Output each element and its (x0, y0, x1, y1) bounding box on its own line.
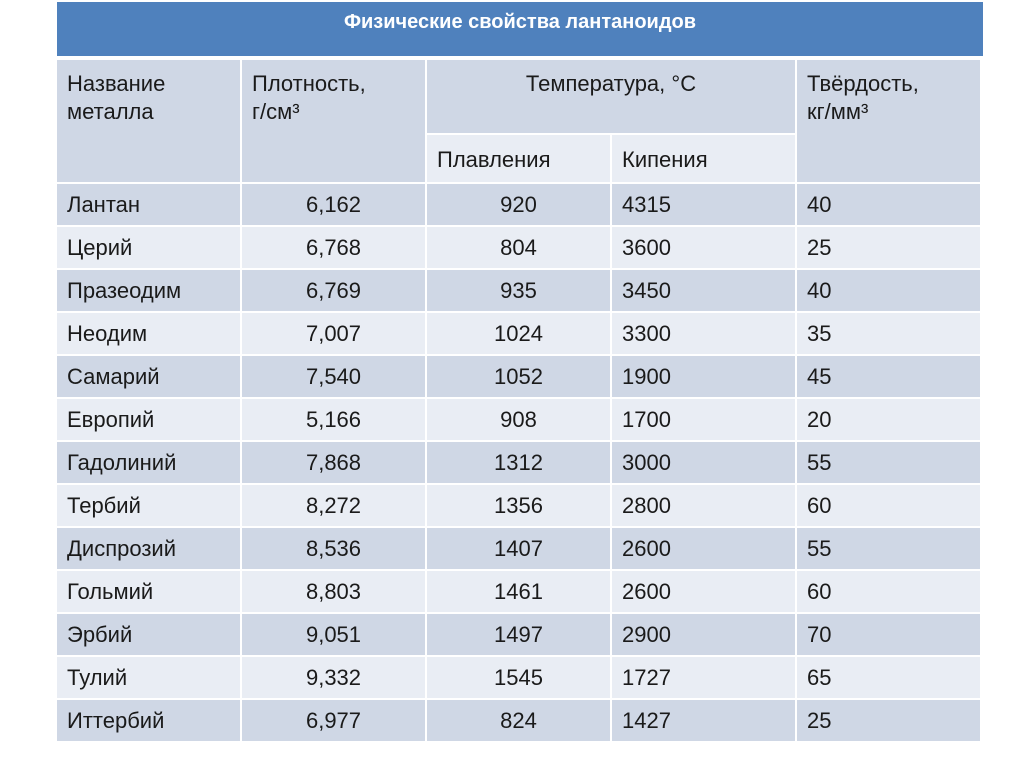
cell-boil: 1900 (612, 356, 795, 397)
cell-hard: 35 (797, 313, 980, 354)
table-title: Физические свойства лантаноидов (57, 2, 983, 56)
cell-density: 8,536 (242, 528, 425, 569)
table-row (57, 270, 980, 311)
header-hardness: Твёрдость, кг/мм³ (797, 60, 980, 182)
table-row (57, 614, 980, 655)
cell-melt: 920 (427, 184, 610, 225)
cell-density: 8,803 (242, 571, 425, 612)
cell-density: 7,007 (242, 313, 425, 354)
cell-melt: 804 (427, 227, 610, 268)
cell-name: Диспрозий (57, 528, 240, 569)
cell-hard: 55 (797, 442, 980, 483)
table-body (57, 184, 980, 741)
cell-melt: 1024 (427, 313, 610, 354)
cell-boil: 1727 (612, 657, 795, 698)
cell-name: Лантан (57, 184, 240, 225)
cell-name: Неодим (57, 313, 240, 354)
cell-density: 6,162 (242, 184, 425, 225)
cell-density: 7,540 (242, 356, 425, 397)
cell-name: Гадолиний (57, 442, 240, 483)
table-row (57, 571, 980, 612)
lanthanides-table (55, 58, 982, 743)
cell-density: 6,769 (242, 270, 425, 311)
table-row (57, 356, 980, 397)
table-row (57, 700, 980, 741)
cell-density: 7,868 (242, 442, 425, 483)
cell-melt: 1312 (427, 442, 610, 483)
cell-name: Гольмий (57, 571, 240, 612)
cell-name: Празеодим (57, 270, 240, 311)
cell-melt: 1461 (427, 571, 610, 612)
cell-melt: 824 (427, 700, 610, 741)
header-melting: Плавления (427, 135, 610, 182)
cell-hard: 45 (797, 356, 980, 397)
cell-melt: 1545 (427, 657, 610, 698)
cell-hard: 20 (797, 399, 980, 440)
table-row (57, 184, 980, 225)
cell-hard: 65 (797, 657, 980, 698)
cell-density: 9,051 (242, 614, 425, 655)
cell-name: Иттербий (57, 700, 240, 741)
cell-hard: 40 (797, 184, 980, 225)
cell-hard: 25 (797, 700, 980, 741)
cell-boil: 2900 (612, 614, 795, 655)
table-row (57, 442, 980, 483)
cell-melt: 1052 (427, 356, 610, 397)
header-name: Название металла (57, 60, 240, 182)
cell-density: 6,768 (242, 227, 425, 268)
cell-boil: 2600 (612, 571, 795, 612)
cell-density: 8,272 (242, 485, 425, 526)
cell-boil: 4315 (612, 184, 795, 225)
header-density: Плотность, г/см³ (242, 60, 425, 182)
cell-melt: 1407 (427, 528, 610, 569)
table-row (57, 528, 980, 569)
cell-boil: 3450 (612, 270, 795, 311)
cell-melt: 908 (427, 399, 610, 440)
cell-name: Самарий (57, 356, 240, 397)
cell-boil: 3300 (612, 313, 795, 354)
table-row (57, 313, 980, 354)
header-boiling: Кипения (612, 135, 795, 182)
cell-density: 5,166 (242, 399, 425, 440)
cell-boil: 3600 (612, 227, 795, 268)
cell-name: Эрбий (57, 614, 240, 655)
cell-name: Европий (57, 399, 240, 440)
cell-name: Тулий (57, 657, 240, 698)
cell-hard: 60 (797, 571, 980, 612)
cell-boil: 1427 (612, 700, 795, 741)
cell-hard: 40 (797, 270, 980, 311)
cell-boil: 2600 (612, 528, 795, 569)
cell-hard: 55 (797, 528, 980, 569)
cell-hard: 60 (797, 485, 980, 526)
cell-hard: 25 (797, 227, 980, 268)
cell-name: Церий (57, 227, 240, 268)
cell-name: Тербий (57, 485, 240, 526)
header-temperature: Температура, °С (427, 60, 795, 133)
cell-hard: 70 (797, 614, 980, 655)
cell-density: 9,332 (242, 657, 425, 698)
cell-melt: 935 (427, 270, 610, 311)
cell-boil: 1700 (612, 399, 795, 440)
cell-melt: 1356 (427, 485, 610, 526)
table-row (57, 399, 980, 440)
cell-melt: 1497 (427, 614, 610, 655)
table-row (57, 227, 980, 268)
cell-boil: 3000 (612, 442, 795, 483)
table-row (57, 657, 980, 698)
table-row (57, 485, 980, 526)
cell-boil: 2800 (612, 485, 795, 526)
cell-density: 6,977 (242, 700, 425, 741)
